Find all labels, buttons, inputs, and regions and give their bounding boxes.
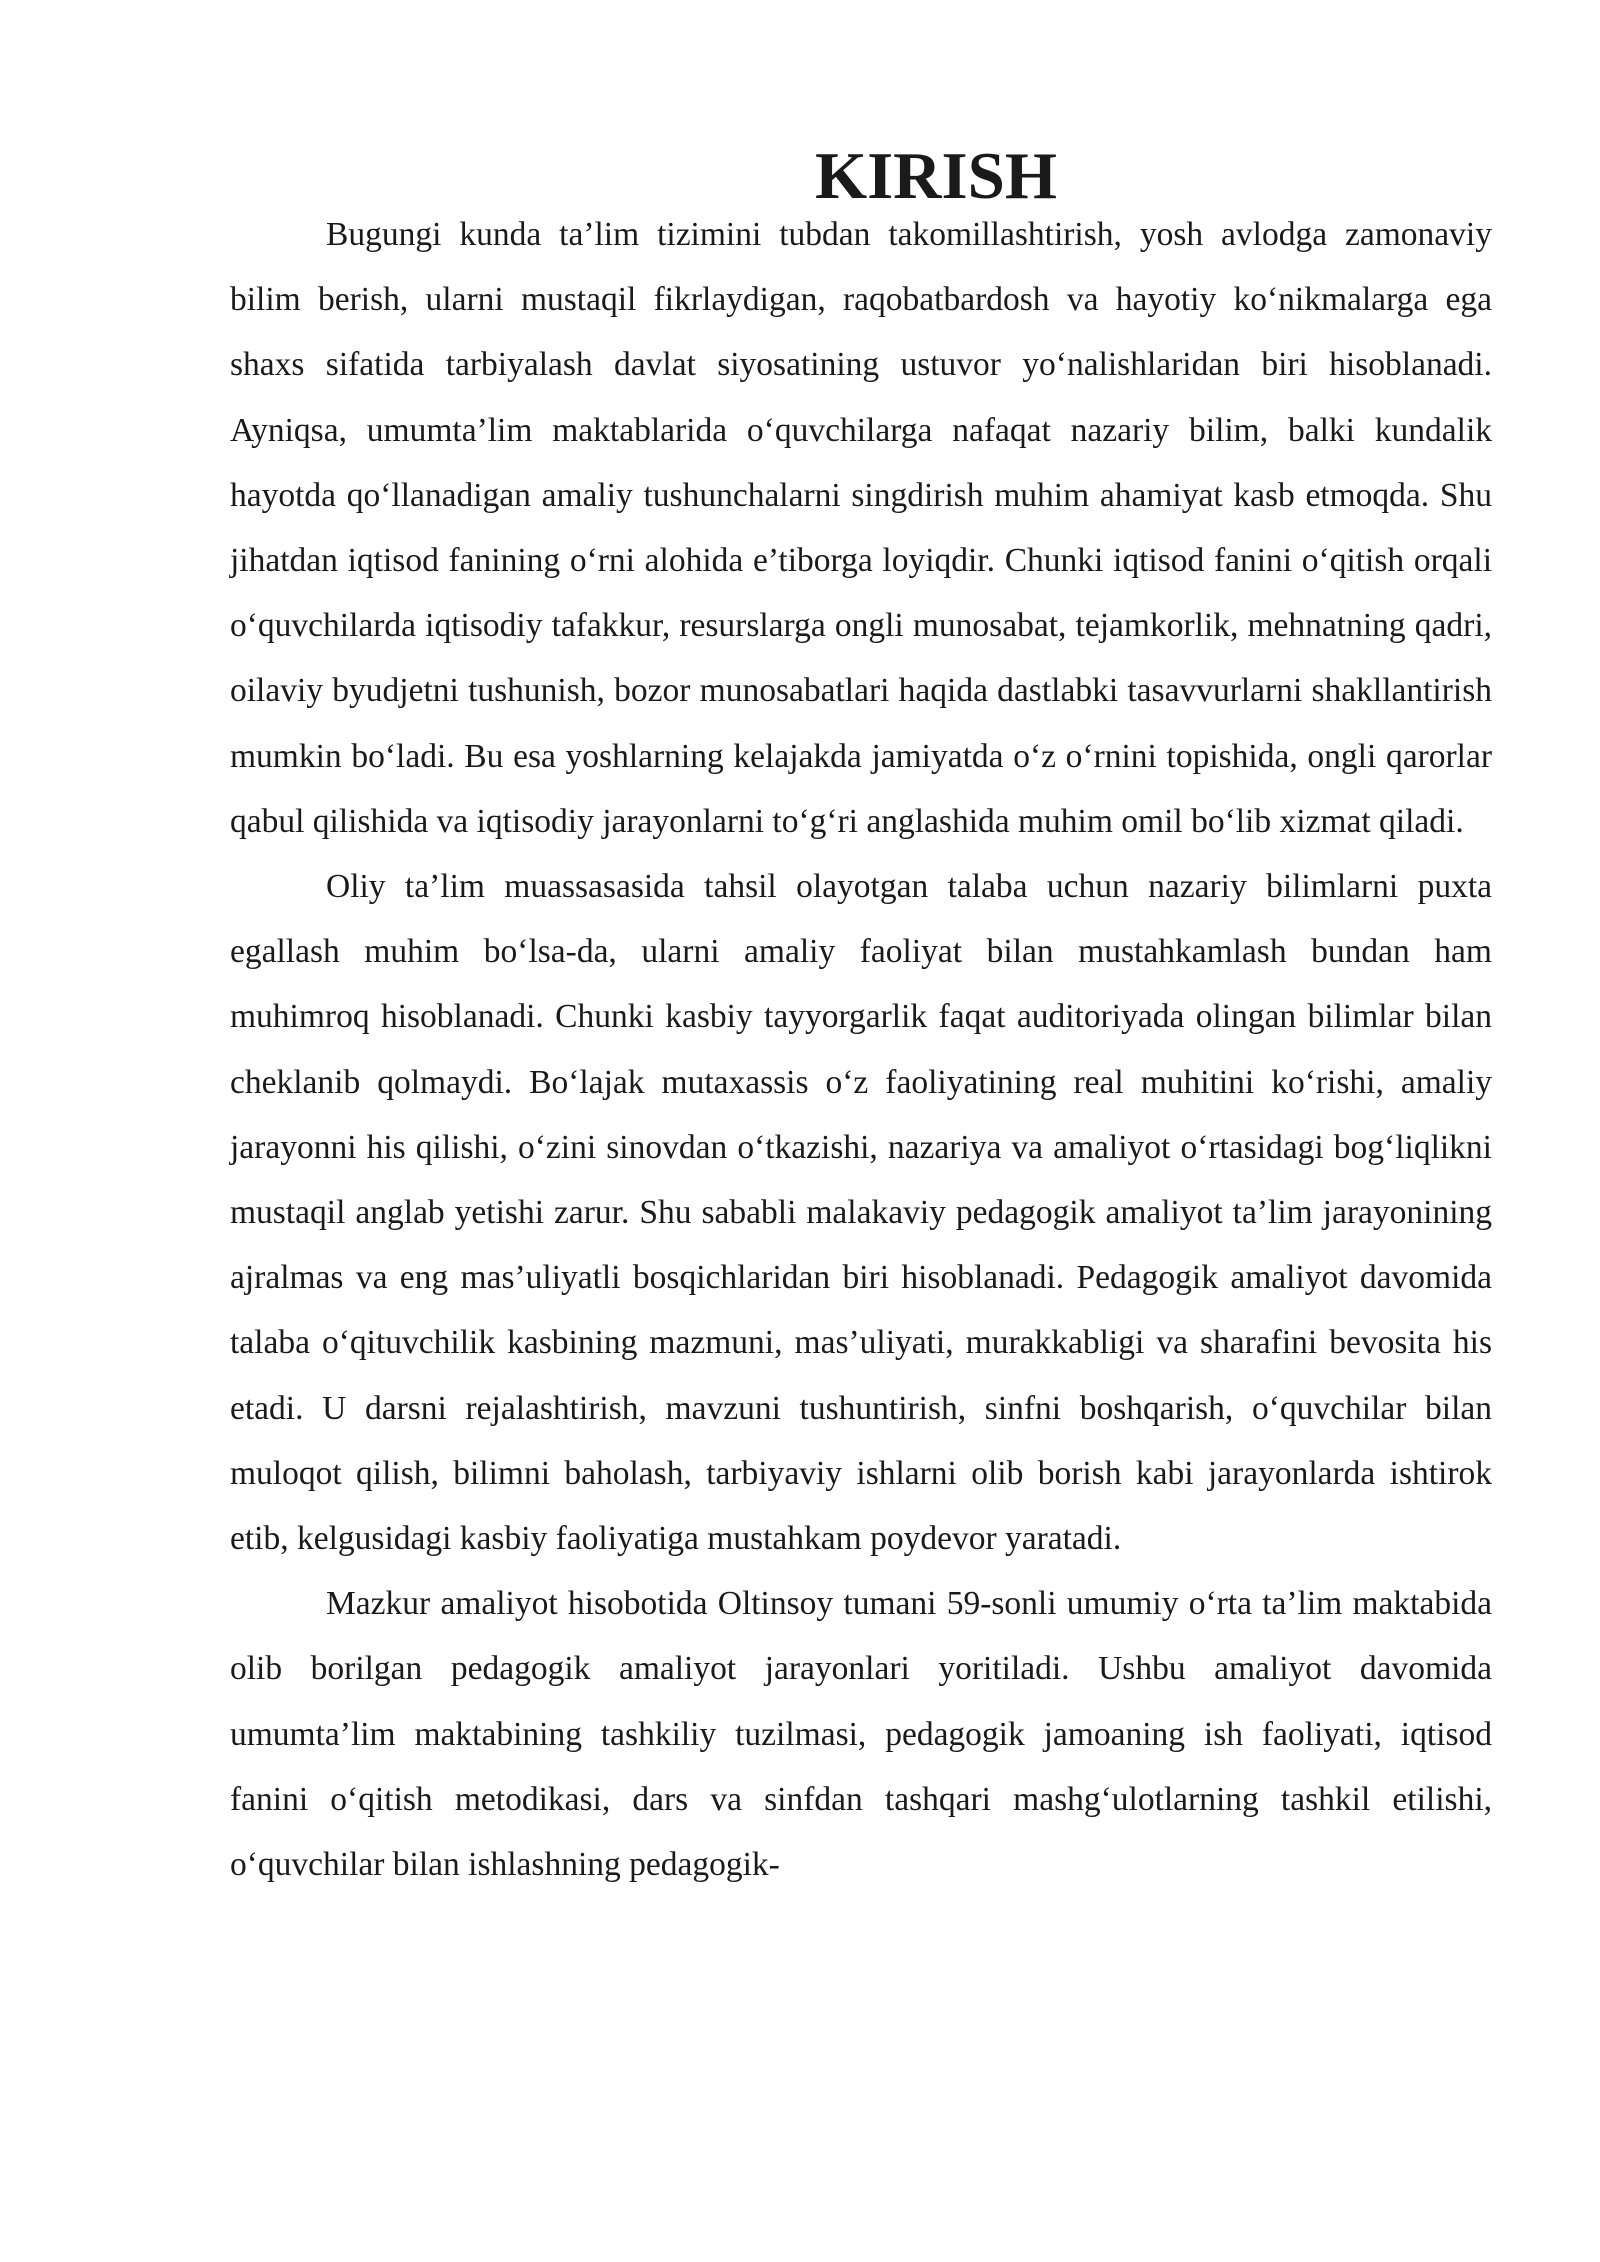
document-body xyxy=(230,139,1492,1897)
paragraph-3: Mazkur amaliyot hisobotida Oltinsoy tumani 59-sonli umumiy o‘rta ta’lim maktabida olib borilgan pedagogik amaliyot jarayonlari yoritiladi. Ushbu amaliyot davomida umumta’lim maktabining tashkiliy tuzilmasi, pedagogik jamoaning ish faoliyati, iqtisod fanini o‘qitish metodikasi, dars va sinfdan tashqari mashg‘ulotlarning tashkil etilishi, o‘quvchilar bilan ishlashning pedagogik- xyxy=(230,1585,1492,1884)
paragraph-2: Oliy ta’lim muassasasida tahsil olayotgan talaba uchun nazariy bilimlarni puxta egallash muhim bo‘lsa-da, ularni amaliy faoliyat bilan mustahkamlash bundan ham muhimroq hisoblanadi. Chunki kasbiy tayyorgarlik faqat auditoriyada olingan bilimlar bilan cheklanib qolmaydi. Bo‘lajak mutaxassis o‘z faoliyatining real muhitini ko‘rishi, amaliy jarayonni his qilishi, o‘zini sinovdan o‘tkazishi, nazariya va amaliyot o‘rtasidagi bog‘liqlikni mustaqil anglab yetishi zarur. Shu sababli malakaviy pedagogik amaliyot ta’lim jarayonining ajralmas va eng mas’uliyatli bosqichlaridan biri hisoblanadi. Pedagogik amaliyot davomida talaba o‘qituvchilik kasbining mazmuni, mas’uliyati, murakkabligi va sharafini bevosita his etadi. U darsni rejalashtirish, mavzuni tushuntirish, sinfni boshqarish, o‘quvchilar bilan muloqot qilish, bilimni baholash, tarbiyaviy ishlarni olib borish kabi jarayonlarda ishtirok etib, kelgusidagi kasbiy faoliyatiga mustahkam poydevor yaratadi. xyxy=(230,868,1492,1558)
paragraph-1: Bugungi kunda ta’lim tizimini tubdan takomillashtirish, yosh avlodga zamonaviy bilim berish, ularni mustaqil fikrlaydigan, raqobatbardosh va hayotiy ko‘nikmalarga ega shaxs sifatida tarbiyalash davlat siyosatining ustuvor yo‘nalishlaridan biri hisoblanadi. Ayniqsa, umumta’lim maktablarida o‘quvchilarga nafaqat nazariy bilim, balki kundalik hayotda qo‘llanadigan amaliy tushunchalarni singdirish muhim ahamiyat kasb etmoqda. Shu jihatdan iqtisod fanining o‘rni alohida e’tiborga loyiqdir. Chunki iqtisod fanini o‘qitish orqali o‘quvchilarda iqtisodiy tafakkur, resurslarga ongli munosabat, tejamkorlik, mehnatning qadri, oilaviy byudjetni tushunish, bozor munosabatlari haqida dastlabki tasavvurlarni shakllantirish mumkin bo‘ladi. Bu esa yoshlarning kelajakda jamiyatda o‘z o‘rnini topishida, ongli qarorlar qabul qilishida va iqtisodiy jarayonlarni to‘g‘ri anglashida muhim omil bo‘lib xizmat qiladi. xyxy=(230,216,1492,840)
page-title: KIRISH xyxy=(814,139,1058,213)
